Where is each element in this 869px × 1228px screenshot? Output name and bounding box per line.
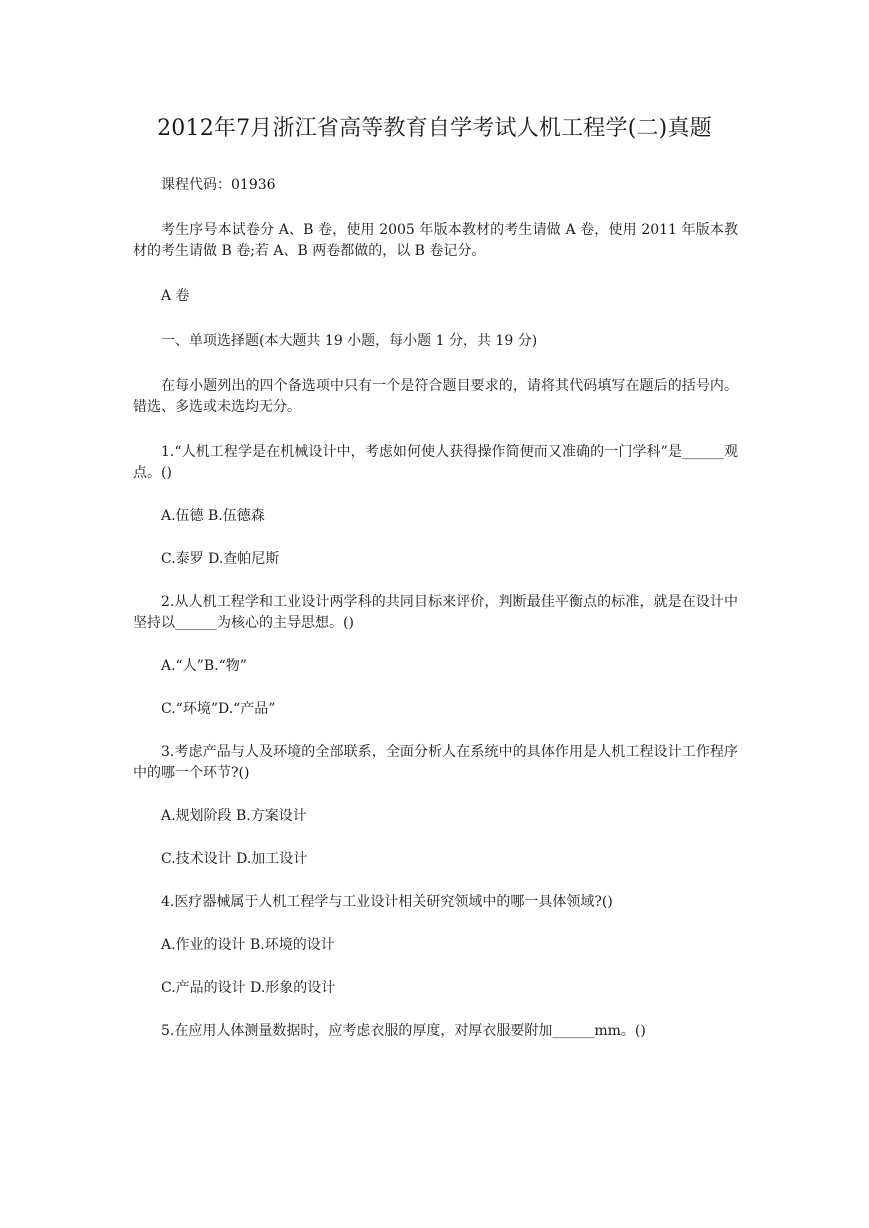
- question-options: C.“环境”D.“产品”: [161, 701, 276, 717]
- exam-instructions: 考生序号本试卷分 A、B 卷，使用 2005 年版本教材的考生请做 A 卷，使用 2011 年版本教材的考生请做 B 卷;若 A、B 两卷都做的，以 B 卷记分。: [133, 222, 738, 259]
- document-title: 2012年7月浙江省高等教育自学考试人机工程学(二)真题: [157, 116, 712, 141]
- course-code: 课程代码：01936: [161, 177, 276, 193]
- question-stem: 5.在应用人体测量数据时，应考虑衣服的厚度，对厚衣服要附加______mm。(): [161, 1023, 646, 1039]
- question-options: A.规划阶段 B.方案设计: [161, 808, 307, 824]
- question-options: A.伍德 B.伍德森: [161, 508, 265, 524]
- question-options: C.泰罗 D.查帕尼斯: [161, 551, 280, 567]
- question-stem: 2.从人机工程学和工业设计两学科的共同目标来评价，判断最佳平衡点的标准，就是在设计中坚持以______为核心的主导思想。(): [133, 594, 738, 631]
- question-options: C.产品的设计 D.形象的设计: [161, 980, 336, 996]
- question-stem: 1.“人机工程学是在机械设计中，考虑如何使人获得操作简便而又准确的一门学科”是______观点。(): [133, 444, 738, 481]
- question-stem: 4.医疗器械属于人机工程学与工业设计相关研究领域中的哪一具体领域?(): [161, 894, 613, 910]
- section-heading: 一、单项选择题(本大题共 19 小题，每小题 1 分，共 19 分): [161, 333, 538, 349]
- question-options: A.“人”B.“物”: [161, 658, 247, 674]
- document-body: [133, 175, 738, 1064]
- question-options: A.作业的设计 B.环境的设计: [161, 937, 335, 953]
- section-instructions: 在每小题列出的四个备选项中只有一个是符合题目要求的，请将其代码填写在题后的括号内。错选、多选或未选均无分。: [133, 378, 738, 415]
- question-stem: 3.考虑产品与人及环境的全部联系，全面分析人在系统中的具体作用是人机工程设计工作程序中的哪一个环节?(): [133, 744, 738, 781]
- question-options: C.技术设计 D.加工设计: [161, 851, 308, 867]
- paper-label: A 卷: [161, 288, 190, 304]
